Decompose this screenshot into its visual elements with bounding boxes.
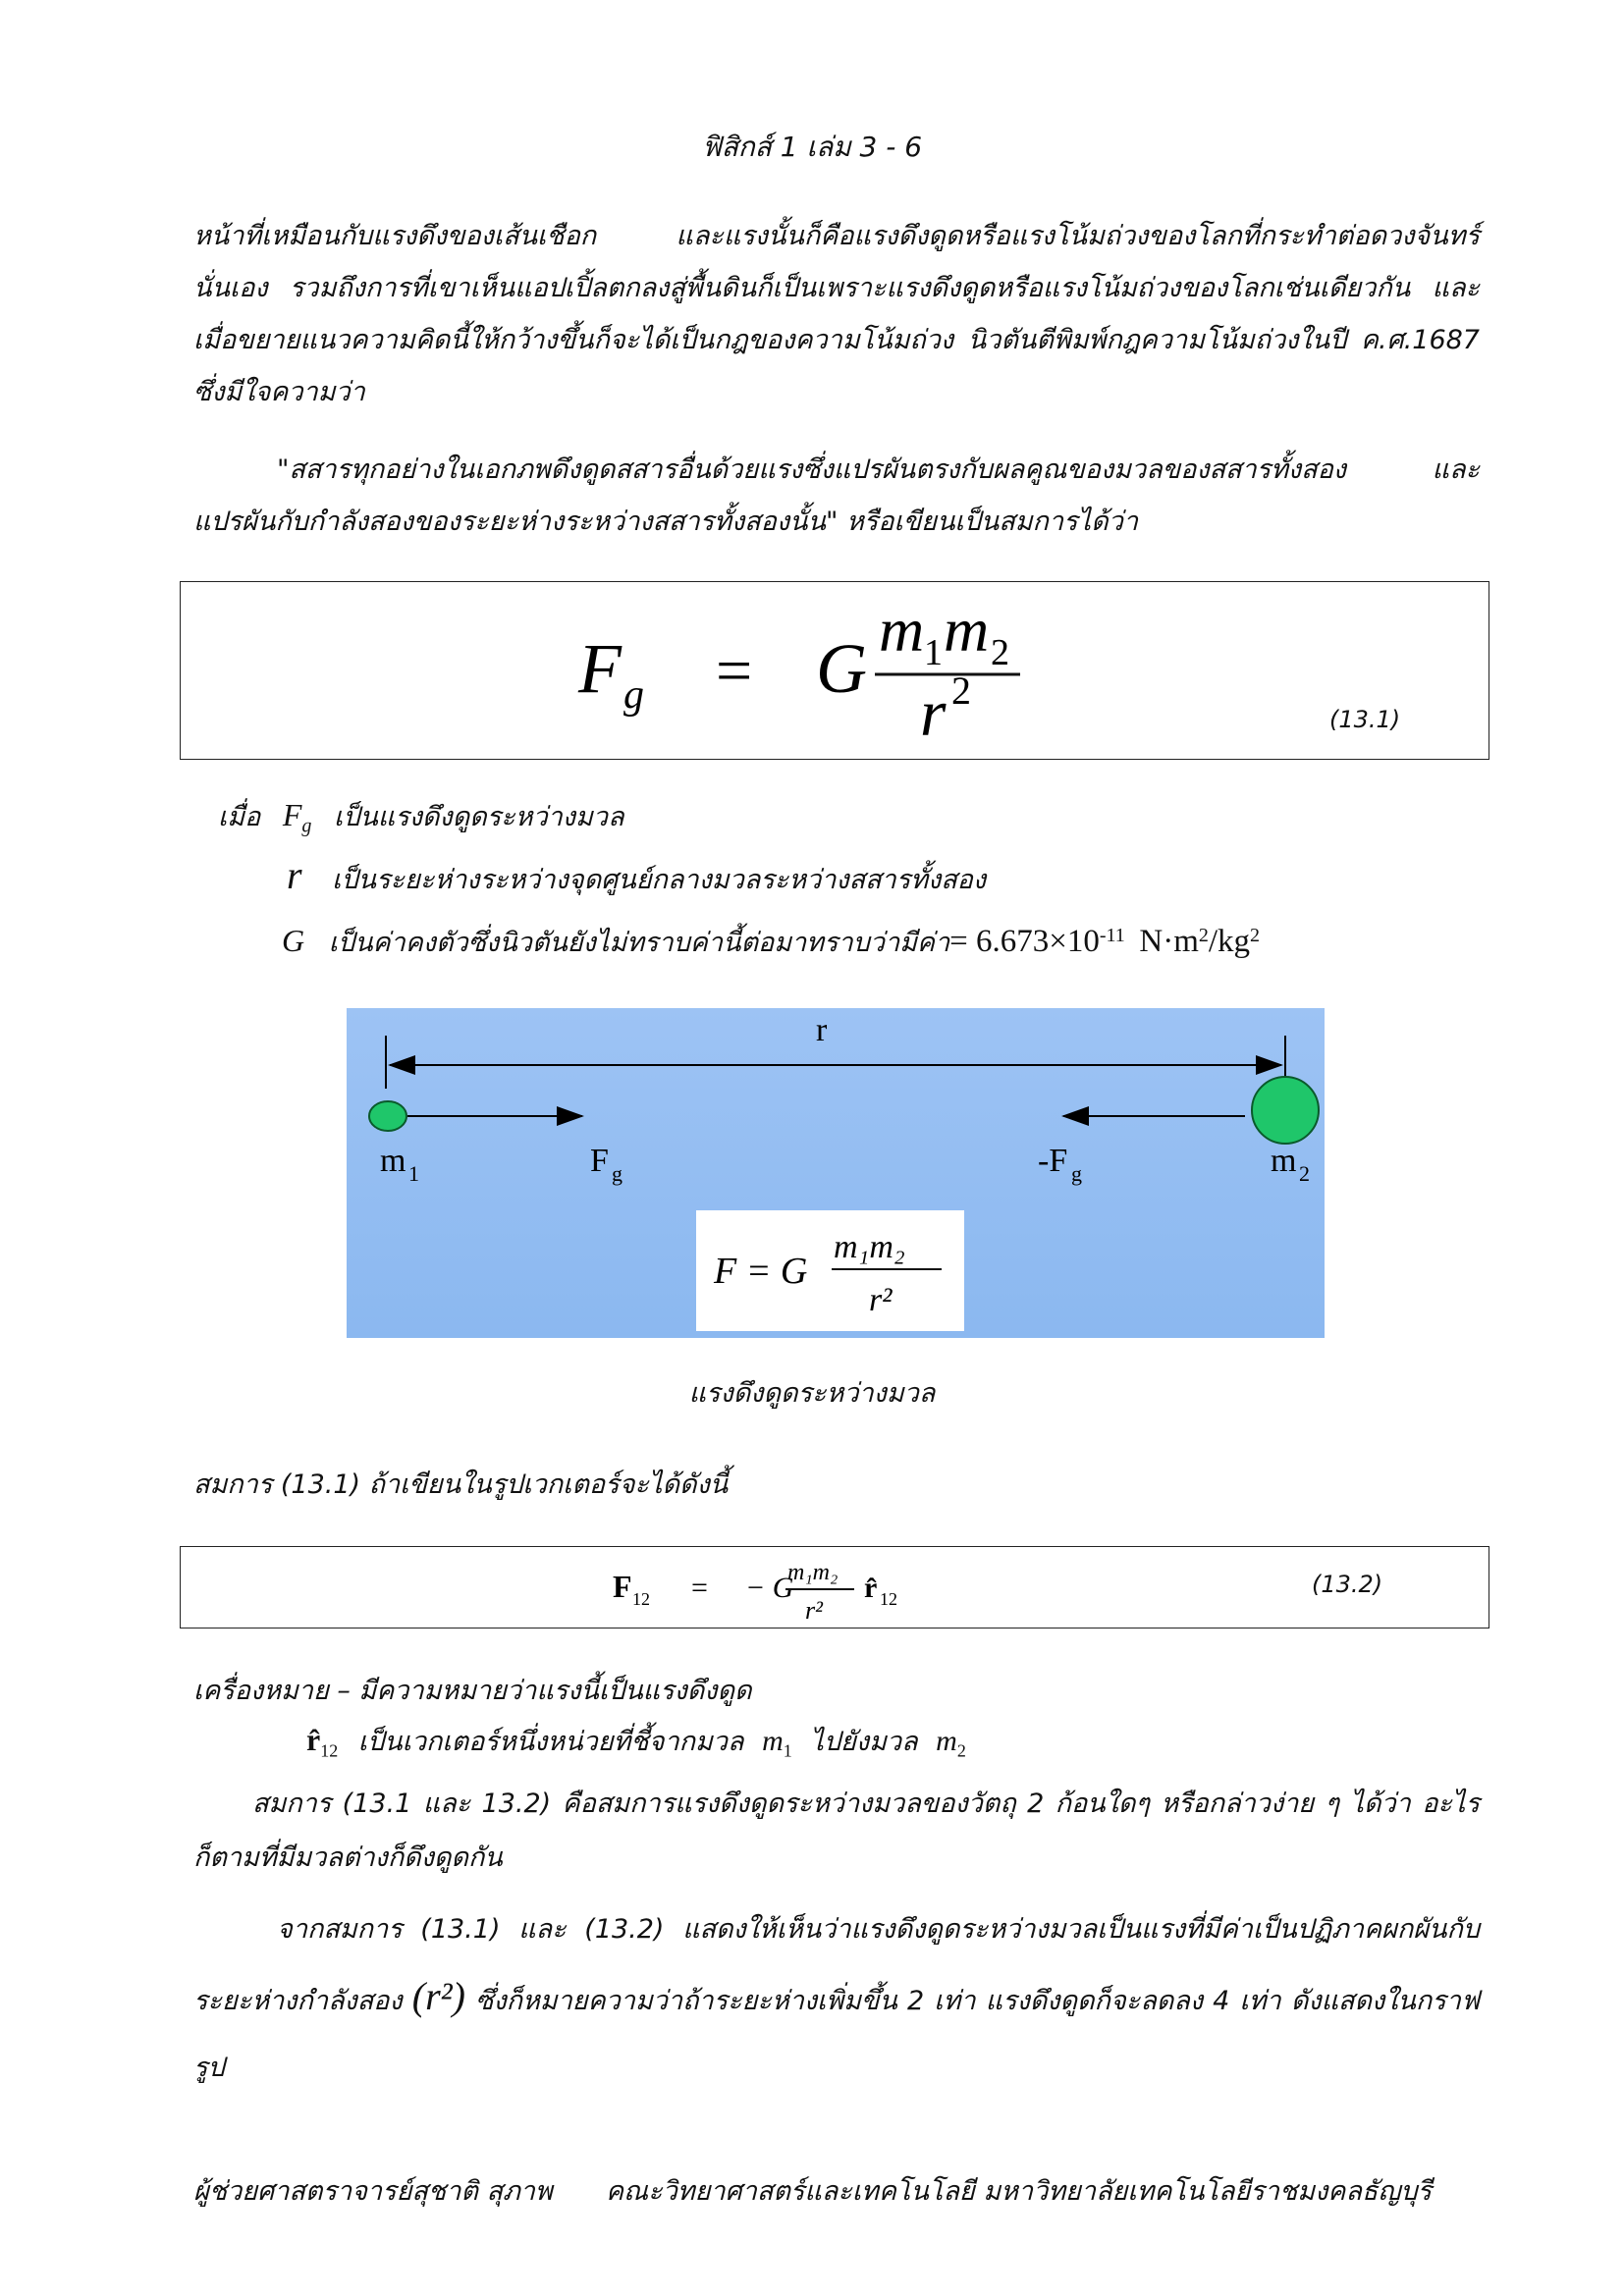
m1-sub: 1 xyxy=(408,1161,419,1186)
eq2-rhat-sub: 12 xyxy=(880,1589,897,1609)
eq2-rhat: r̂ xyxy=(864,1572,878,1604)
rhat-m2: m xyxy=(936,1725,957,1757)
eq2-neg-coef: − G xyxy=(745,1572,794,1604)
m2-sub: 2 xyxy=(1299,1161,1310,1186)
neg-fg-sub: g xyxy=(1071,1161,1082,1186)
eq1-num-m1: m xyxy=(879,602,925,665)
def-fg-text: เป็นแรงดึงดูดระหว่างมวล xyxy=(333,802,624,832)
paragraph-4-symbol: (r²) xyxy=(411,1974,465,2018)
neg-fg-label: -F xyxy=(1038,1143,1068,1179)
rhat-m2-sub: 2 xyxy=(956,1740,966,1761)
fig-formula-lhs: F = G xyxy=(714,1251,808,1292)
paragraph-1: หน้าที่เหมือนกับแรงดึงของเส้นเชือก และแรงนั้นก็คือแรงดึงดูดหรือแรงโน้มถ่วงของโลกที่กระทำต่อดวงจันทร์นั่นเอง รวมถึงการที่เขาเห็นแอปเปิ้ลตกลงสู่พื้นดินก็เป็นเพราะแรงดึงดูดหรือแรงโน้มถ่วงของโลกเช่นเดียวกัน และเมื่อขยายแนวความคิดนี้ให้กว้างขึ้นก็จะได้เป็นกฎของความโน้มถ่วง นิวตันตีพิมพ์กฎความโน้มถ่วงในปี ค.ศ.1687 ซึ่งมีใจความว่า xyxy=(193,221,1480,407)
rhat-text: เป็นเวกเตอร์หนึ่งหน่วยที่ชี้จากมวล xyxy=(357,1727,744,1757)
footer-author: ผู้ช่วยศาสตราจารย์สุชาติ สุภาพ xyxy=(193,2176,553,2207)
mass-m1 xyxy=(369,1101,406,1131)
paragraph-4-a: จากสมการ (13.1) และ (13.2) แสดงให้เห็นว่าแรงดึงดูดระหว่างมวลเป็นแรงที่มีค่าเป็นปฏิภาคผกผันกับระยะห่างกำลังสอง xyxy=(193,1914,1480,2016)
equation-box-13-1 xyxy=(180,581,1489,760)
def-fg-symbol: F xyxy=(282,797,302,832)
def-g-symbol: G xyxy=(282,923,305,958)
gravitation-figure xyxy=(347,1008,1325,1338)
def-r-symbol: r xyxy=(287,853,302,897)
eq1-lhs-sub: g xyxy=(623,672,644,718)
fig-formula-num: m₁m₂ xyxy=(834,1229,905,1265)
figure-caption: แรงดึงดูดระหว่างมวล xyxy=(688,1378,936,1409)
eq2-lhs: F xyxy=(613,1569,632,1604)
m1-label: m xyxy=(380,1143,406,1179)
def-g-text: เป็นค่าคงตัวซึ่งนิวตันยังไม่ทราบค่านี้ต่อมาทราบว่ามีค่า xyxy=(328,928,950,958)
rhat-mid: ไปยังมวล xyxy=(810,1727,918,1757)
rhat-symbol: r̂ xyxy=(306,1722,321,1757)
def-r-text: เป็นระยะห่างระหว่างจุดศูนย์กลางมวลระหว่างสสารทั้งสอง xyxy=(332,865,987,895)
eq2-num: m₁m₂ xyxy=(787,1560,839,1585)
eq1-lhs: F xyxy=(578,629,622,708)
fg-sub: g xyxy=(612,1161,623,1186)
def-g-unit2: /kg xyxy=(1208,924,1251,959)
eq2-equals: = xyxy=(691,1572,708,1604)
eq1-equals: = xyxy=(716,635,753,707)
eq1-num-m2: m xyxy=(944,602,990,665)
gravitation-equation xyxy=(559,602,1148,749)
rhat-m1-sub: 1 xyxy=(783,1740,792,1761)
eq1-num-sub1: 1 xyxy=(924,632,943,673)
def-g-exp: -11 xyxy=(1099,925,1125,946)
paragraph-2: "สสารทุกอย่างในเอกภพดึงดูดสสารอื่นด้วยแรงซึ่งแปรผันตรงกับผลคูณของมวลของสสารทั้งสอง และแปรผันกับกำลังสองของระยะห่างระหว่างสสารทั้งสองนั้น" หรือเขียนเป็นสมการได้ว่า xyxy=(193,454,1480,537)
eq1-den-exp: 2 xyxy=(951,668,971,713)
page-header: ฟิสิกส์ 1 เล่ม 3 - 6 xyxy=(701,131,923,163)
sign-note: เครื่องหมาย – มีความหมายว่าแรงนี้เป็นแรงดึงดูด xyxy=(193,1676,752,1706)
paragraph-4-b: ซึ่งก็หมายความว่าถ้าระยะห่างเพิ่มขึ้น 2 เท่า แรงดึงดูดก็จะลดลง 4 เท่า ดังแสดงในกราฟรูป xyxy=(193,1986,1480,2083)
footer-faculty: คณะวิทยาศาสตร์และเทคโนโลยี มหาวิทยาลัยเทคโนโลยีราชมงคลธัญบุรี xyxy=(606,2176,1432,2207)
vector-intro: สมการ (13.1) ถ้าเขียนในรูปเวกเตอร์จะได้ดังนี้ xyxy=(193,1469,729,1500)
figure-formula xyxy=(696,1210,964,1331)
rhat-definition xyxy=(306,1720,966,1762)
definition-g xyxy=(282,921,1260,963)
def-g-unit2-exp: 2 xyxy=(1250,925,1261,946)
definition-r xyxy=(287,852,986,900)
equation-number-13-1: (13.1) xyxy=(1329,706,1401,733)
def-lead: เมื่อ xyxy=(218,802,261,832)
paragraph-3: สมการ (13.1 และ 13.2) คือสมการแรงดึงดูดระหว่างมวลของวัตถุ 2 ก้อนใดๆ หรือกล่าวง่าย ๆ ได้ว่า อะไรก็ตามที่มีมวลต่างก็ดึงดูดกัน xyxy=(193,1789,1480,1873)
rhat-sub: 12 xyxy=(320,1740,339,1761)
equation-box-13-2 xyxy=(180,1546,1489,1629)
def-g-unit: N·m xyxy=(1139,924,1199,959)
paragraph-4 xyxy=(193,1896,1480,2102)
page-footer xyxy=(193,2169,1470,2212)
mass-m2 xyxy=(1252,1077,1319,1144)
eq1-den: r xyxy=(920,675,947,749)
r-label: r xyxy=(816,1012,828,1048)
equation-number-13-2: (13.2) xyxy=(1312,1571,1383,1598)
def-fg-sub: g xyxy=(301,815,312,837)
fig-formula-den: r² xyxy=(869,1282,893,1318)
def-g-unit-exp: 2 xyxy=(1198,925,1209,946)
def-g-value: = 6.673×10 xyxy=(949,924,1100,959)
figure-formula-box xyxy=(696,1210,964,1331)
eq2-lhs-sub: 12 xyxy=(632,1589,650,1609)
eq2-den: r² xyxy=(805,1596,823,1625)
rhat-m1: m xyxy=(762,1725,784,1757)
definition-fg xyxy=(218,795,624,837)
m2-label: m xyxy=(1271,1143,1297,1179)
eq1-coef: G xyxy=(816,629,867,708)
fg-label: F xyxy=(590,1143,609,1179)
eq1-num-sub2: 2 xyxy=(991,632,1009,673)
vector-equation xyxy=(613,1548,966,1627)
